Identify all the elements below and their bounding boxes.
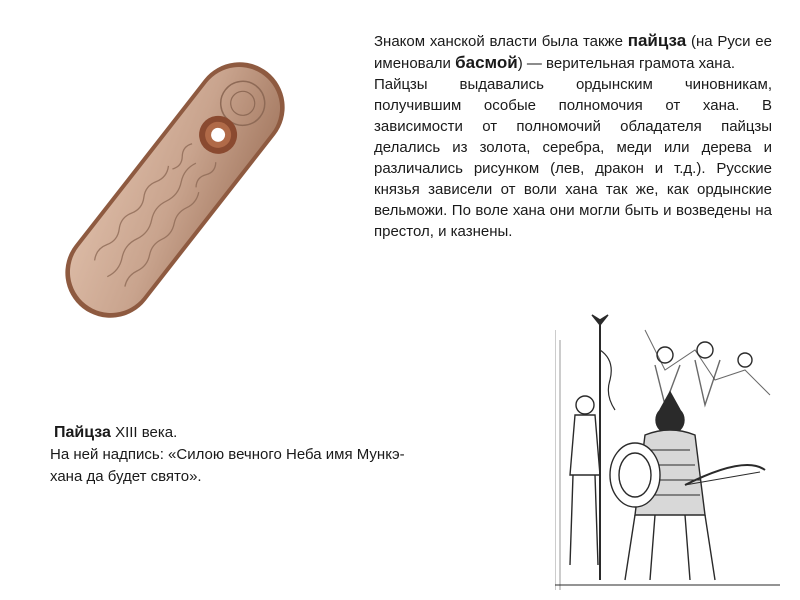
caption-inscription: На ней надпись: «Силою вечного Неба имя Мункэ-хана да будет свято». (50, 446, 405, 485)
term-paiza: пайцза (627, 31, 687, 50)
term-basma: басмой (455, 53, 518, 72)
mongol-warriors-illustration (555, 310, 780, 595)
main-description (374, 30, 772, 242)
text-fragment: Знаком ханской власти была также (374, 33, 628, 50)
caption-title-rest: XIII века. (110, 424, 178, 441)
paragraph-1 (374, 30, 772, 74)
image-caption (50, 422, 410, 488)
paiza-image (40, 45, 310, 335)
caption-title-bold: Пайцза (54, 424, 111, 441)
caption-title (50, 422, 410, 444)
paragraph-2: Пайцзы выдавались ордынским чиновникам, получившим особые полномочия от хана. В зависимости от полномочий обладателя пайцзы делались из золота, серебра, меди или дерева и различались рисунком (лев, дракон и т.д.). Русские князья зависели от воли хана так же, как ордынские вельможи. По воле хана они могли быть и возведены на престол, и казнены. (374, 76, 772, 240)
text-fragment: (на Руси ее именовали (374, 33, 772, 72)
text-fragment: ) — верительная грамота хана. (517, 55, 736, 72)
